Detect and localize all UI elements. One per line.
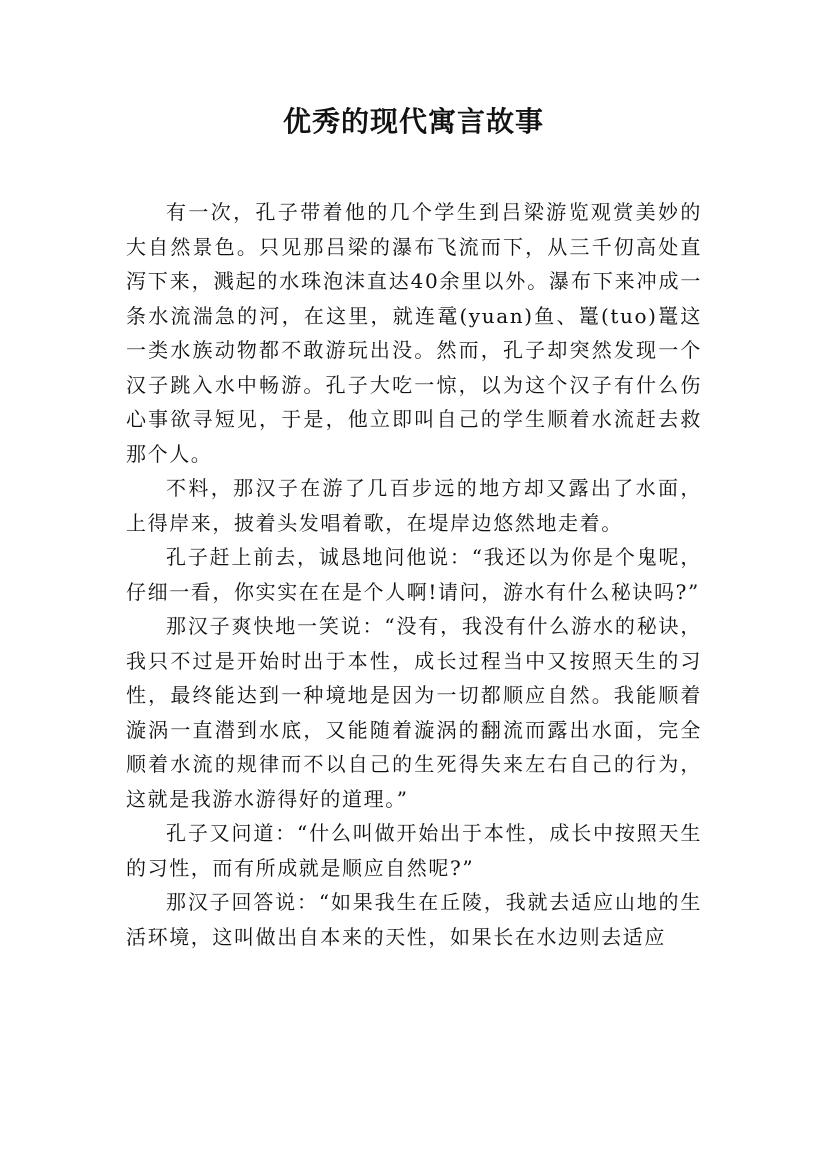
paragraph-1: 有一次，孔子带着他的几个学生到吕梁游览观赏美妙的大自然景色。只见那吕梁的瀑布飞流而下，从三千仞高处直泻下来，溅起的水珠泡沫直达40余里以外。瀑布下来冲成一条水流湍急的河，在这里，就连鼋(yuan)鱼、鼍(tuo)鼍这一类水族动物都不敢游玩出没。然而，孔子却突然发现一个汉子跳入水中畅游。孔子大吃一惊，以为这个汉子有什么伤心事欲寻短见，于是，他立即叫自己的学生顺着水流赶去救那个人。 <box>126 200 702 466</box>
paragraph-4: 那汉子爽快地一笑说：“没有，我没有什么游水的秘诀，我只不过是开始时出于本性，成长过程当中又按照天生的习性，最终能达到一种境地是因为一切都顺应自然。我能顺着漩涡一直潜到水底，又能随着漩涡的翻流而露出水面，完全顺着水流的规律而不以自己的生死得失来左右自己的行为，这就是我游水游得好的道理。” <box>126 614 702 811</box>
paragraph-2: 不料，那汉子在游了几百步远的地方却又露出了水面，上得岸来，披着头发唱着歌，在堤岸边悠然地走着。 <box>126 476 702 535</box>
document-body <box>126 195 702 954</box>
paragraph-3: 孔子赶上前去，诚恳地问他说：“我还以为你是个鬼呢，仔细一看，你实实在在是个人啊!请问，游水有什么秘诀吗?” <box>126 545 702 604</box>
document-title: 优秀的现代寓言故事 <box>282 105 544 138</box>
paragraph-6: 那汉子回答说：“如果我生在丘陵，我就去适应山地的生活环境，这叫做出自本来的天性，如果长在水边则去适应 <box>126 890 702 949</box>
paragraph-5: 孔子又问道：“什么叫做开始出于本性，成长中按照天生的习性，而有所成就是顺应自然呢?” <box>126 821 702 880</box>
